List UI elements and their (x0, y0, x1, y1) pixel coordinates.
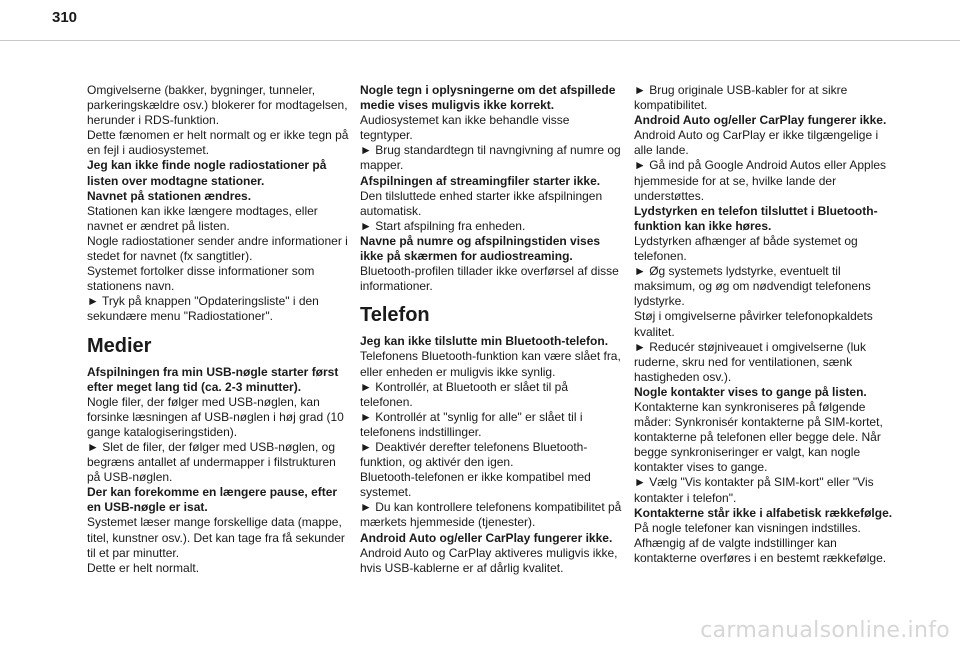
question-heading: Jeg kan ikke tilslutte min Bluetooth-telefon. (360, 334, 609, 349)
text-column-1 (87, 83, 349, 576)
question-heading: Navne på numre og afspilningstiden vises ikke på skærmen for audiostreaming. (360, 233, 601, 264)
text-column-2 (360, 83, 622, 576)
page-number: 310 (52, 9, 78, 26)
body-paragraph: ► Vælg "Vis kontakter på SIM-kort" eller "Vis kontakter i telefon". (634, 475, 874, 505)
body-paragraph: ► Øg systemets lydstyrke, eventuelt til maksimum, og øg om nødvendigt telefonens lydstyrke. (634, 264, 871, 309)
body-paragraph: ► Deaktivér derefter telefonens Bluetooth-funktion, og aktivér den igen. (360, 439, 588, 470)
question-heading: Kontakterne står ikke i alfabetisk rækkefølge. (634, 505, 893, 520)
body-paragraph: Bluetooth-profilen tillader ikke overførsel af disse informationer. (360, 264, 619, 294)
question-heading: Android Auto og/eller CarPlay fungerer ikke. (634, 113, 887, 128)
question-heading: Afspilningen fra min USB-nøgle starter først efter meget lang tid (ca. 2-3 minutter). (87, 364, 339, 394)
question-heading: Afspilningen af streamingfiler starter ikke. (360, 173, 601, 188)
body-paragraph: Systemet fortolker disse informationer som stationens navn. (87, 264, 315, 294)
body-paragraph: Audiosystemet kan ikke behandle visse tegntyper. (360, 113, 570, 143)
question-heading: Lydstyrken en telefon tilsluttet i Bluetooth-funktion kan ikke høres. (634, 203, 878, 233)
body-paragraph: Android Auto og CarPlay aktiveres muligvis ikke, hvis USB-kablerne er af dårlig kvalitet. (360, 545, 618, 575)
body-paragraph: Dette fænomen er helt normalt og er ikke tegn på en fejl i audiosystemet. (87, 128, 349, 158)
body-paragraph: ► Kontrollér at "synlig for alle" er slået til i telefonens indstillinger. (360, 409, 583, 439)
body-paragraph: ► Brug standardtegn til navngivning af numre og mapper. (360, 143, 621, 173)
body-paragraph: ► Slet de filer, der følger med USB-nøglen, og begræns antallet af undermapper i filstrukturen på USB-nøglen. (87, 439, 336, 485)
question-heading: Der kan forekomme en længere pause, efter en USB-nøgle er isat. (87, 485, 338, 515)
body-paragraph: Dette er helt normalt. (87, 560, 200, 575)
body-paragraph: Android Auto og CarPlay er ikke tilgængelige i alle lande. (634, 128, 879, 158)
question-heading: Nogle kontakter vises to gange på listen. (634, 384, 867, 399)
header-divider (0, 40, 960, 41)
body-paragraph: Lydstyrken afhænger af både systemet og telefonen. (634, 233, 858, 264)
body-paragraph: ► Start afspilning fra enheden. (360, 218, 526, 233)
text-column-3 (634, 83, 896, 566)
watermark: carmanualsonline.info (700, 618, 950, 643)
body-paragraph: Nogle filer, der følger med USB-nøglen, kan forsinke læsningen af USB-nøglen i høj grad (10 gange katalogiseringstiden). (87, 394, 344, 439)
body-paragraph: Kontakterne kan synkroniseres på følgende måder: Synkronisér kontakterne på SIM-kortet, kontakterne på telefonen eller begge dele. Når begge synkroniseringer er valgt, kan nogle kontakter vises to gange. (634, 399, 883, 475)
body-paragraph: ► Brug originale USB-kabler for at sikre kompatibilitet. (634, 83, 848, 113)
question-heading: Nogle tegn i oplysningerne om det afspillede medie vises muligvis ikke korrekt. (360, 83, 616, 113)
question-heading: Jeg kan ikke finde nogle radiostationer på listen over modtagne stationer. (87, 158, 327, 188)
body-paragraph: Bluetooth-telefonen er ikke kompatibel med systemet. (360, 470, 591, 500)
body-paragraph: ► Du kan kontrollere telefonens kompatibilitet på mærkets hjemmeside (tjenester). (360, 500, 622, 530)
section-heading: Medier (87, 334, 152, 357)
section-heading: Telefon (360, 304, 430, 327)
body-paragraph: Omgivelserne (bakker, bygninger, tunneler, parkeringskældre osv.) blokerer for modtagelsen, herunder i RDS-funktion. (87, 83, 348, 128)
body-paragraph: Nogle radiostationer sender andre informationer i stedet for navnet (fx sangtitler). (87, 233, 348, 264)
body-paragraph: På nogle telefoner kan visningen indstilles. Afhængig af de valgte indstillinger kan kontakterne overføres i en bestemt rækkefølge. (634, 520, 887, 565)
body-paragraph: ► Gå ind på Google Android Autos eller Apples hjemmeside for at se, hvilke lande der understøttes. (634, 158, 887, 203)
body-paragraph: ► Kontrollér, at Bluetooth er slået til på telefonen. (360, 379, 568, 409)
body-paragraph: ► Reducér støjniveauet i omgivelserne (luk ruderne, skru ned for ventilationen, sænk hastigheden osv.). (634, 339, 866, 384)
body-paragraph: Systemet læser mange forskellige data (mappe, titel, kunstner osv.). Det kan tage fra få sekunder til et par minutter. (87, 515, 345, 560)
question-heading: Android Auto og/eller CarPlay fungerer ikke. (360, 530, 613, 545)
question-heading: Navnet på stationen ændres. (87, 188, 252, 203)
body-paragraph: Støj i omgivelserne påvirker telefonopkaldets kvalitet. (634, 309, 873, 339)
body-paragraph: Den tilsluttede enhed starter ikke afspilningen automatisk. (360, 188, 603, 218)
body-paragraph: ► Tryk på knappen "Opdateringsliste" i den sekundære menu "Radiostationer". (87, 294, 319, 324)
body-paragraph: Stationen kan ikke længere modtages, eller navnet er ændret på listen. (87, 203, 318, 233)
body-paragraph: Telefonens Bluetooth-funktion kan være slået fra, eller enheden er muligvis ikke synlig. (360, 349, 621, 379)
